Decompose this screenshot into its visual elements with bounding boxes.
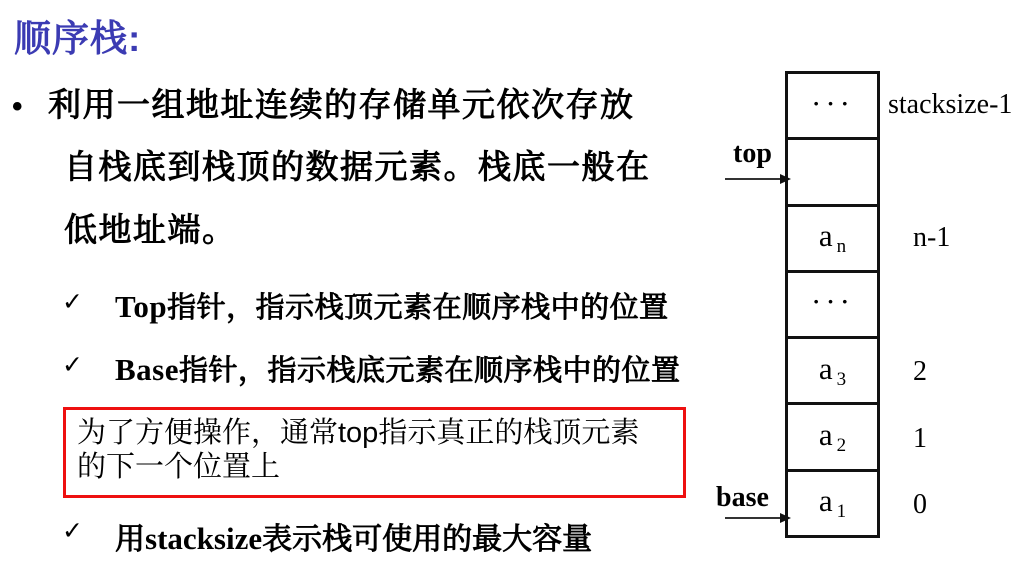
check-icon: ✓ [62,517,83,545]
intro-line-1: 利用一组地址连续的存储单元依次存放 [48,86,635,123]
top-pointer-arrow-icon [725,178,781,180]
stack-cell [788,273,877,339]
check-item-stacksize [62,514,592,558]
stack-cell [788,339,877,405]
cell-index-label: n-1 [913,221,951,253]
stack-cell-value: $a_n$ [818,218,847,258]
page-title: 顺序栈: [14,18,142,59]
cell-index-label: stacksize-1 [888,88,1013,120]
intro-line-2: 自栈底到栈顶的数据元素。栈底一般在 [64,148,651,185]
cell-index-label: 1 [913,422,927,454]
stack-cell-value: $a_2$ [818,417,847,457]
top-pointer-label: top [733,138,772,169]
check-item-base-pointer [62,348,681,389]
cell-index-label: 2 [913,355,927,387]
cell-index-label: 0 [913,488,927,520]
stack-cell-value: $a_1$ [818,483,847,523]
stack-cell-value: ··· [811,85,854,121]
check-item-top-pointer [62,285,669,326]
stack-cell [788,74,877,140]
note-line-1: 为了方便操作，通常top指示真正的栈顶元素 [77,417,640,449]
stack-cell [788,207,877,273]
base-pointer-arrow-icon [725,517,781,519]
stack-cell-value: ··· [811,284,854,320]
stack-cell [788,140,877,206]
stack-diagram [785,71,880,538]
base-pointer-label: base [716,482,769,513]
note-box [63,407,686,498]
check-item-text: Base指针，指示栈底元素在顺序栈中的位置 [115,352,681,387]
bullet-icon: • [12,90,23,123]
stack-cell [788,472,877,535]
intro-line-3: 低地址端。 [64,211,237,248]
stack-cell [788,405,877,471]
stack-cell-value: $a_3$ [818,350,847,390]
check-item-text: Top指针，指示栈顶元素在顺序栈中的位置 [115,289,669,324]
check-item-text: 用stacksize表示栈可使用的最大容量 [115,521,593,556]
check-icon: ✓ [62,288,83,316]
check-icon: ✓ [62,351,83,379]
note-line-2: 的下一个位置上 [77,451,281,483]
